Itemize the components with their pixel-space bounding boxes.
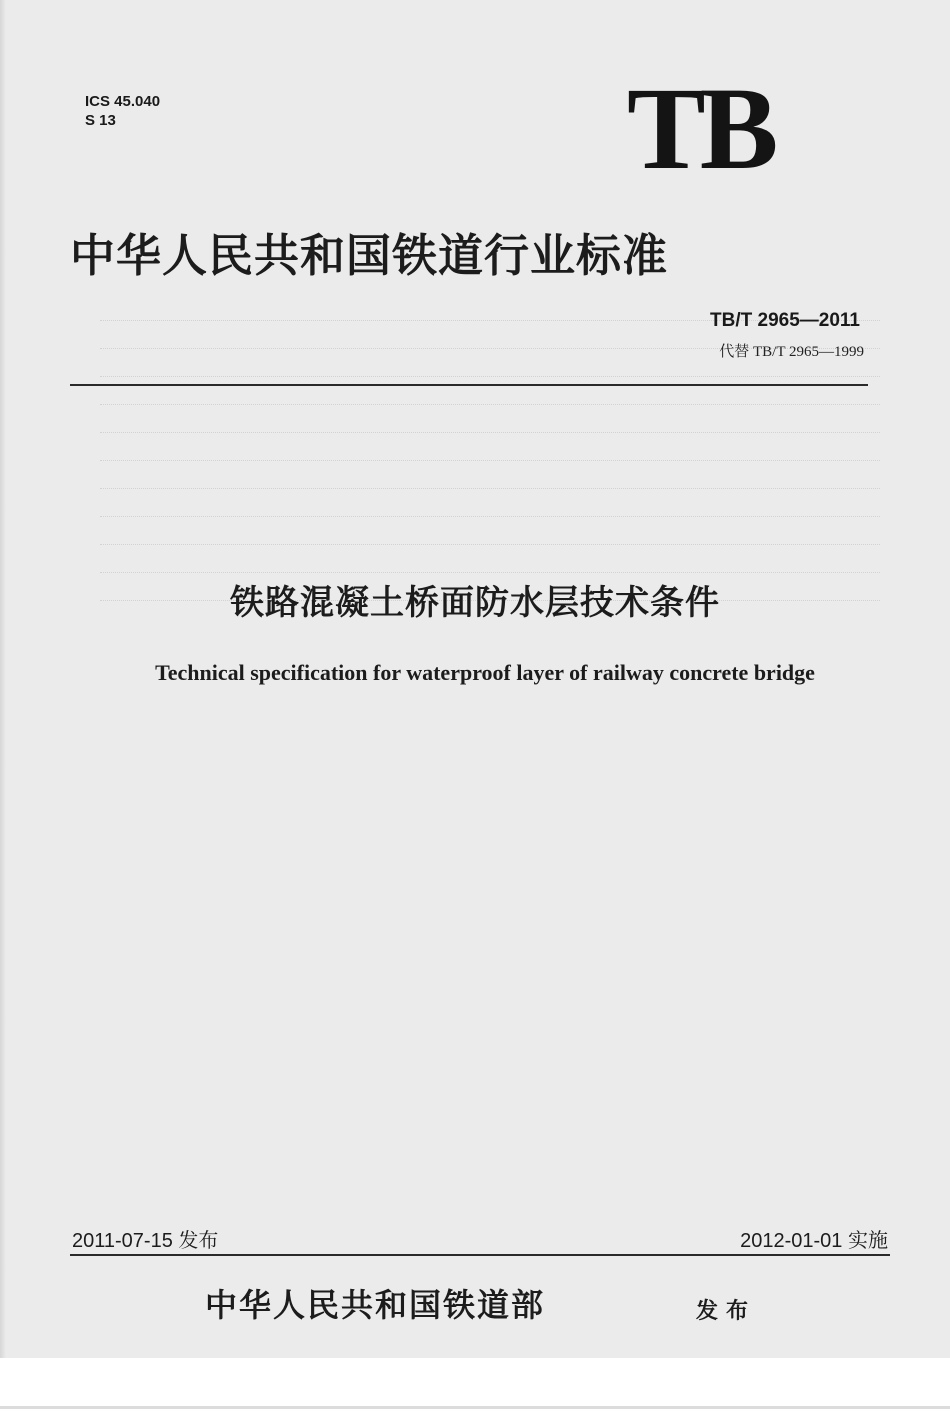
footer-divider <box>70 1254 890 1256</box>
header-divider <box>70 384 868 386</box>
scan-margin <box>0 1358 950 1411</box>
standard-number: TB/T 2965—2011 <box>710 310 860 331</box>
replaces-note: 代替 TB/T 2965—1999 <box>719 344 864 360</box>
issue-date: 2011-07-15 发布 <box>72 1230 219 1252</box>
main-title: 中华人民共和国铁道行业标准 <box>70 229 669 282</box>
publisher: 中华人民共和国铁道部 <box>205 1286 546 1324</box>
tb-logo: TB <box>627 63 773 194</box>
classification-codes <box>85 92 160 130</box>
document-title-cn: 铁路混凝土桥面防水层技术条件 <box>230 583 720 623</box>
publish-label: 发布 <box>696 1299 757 1324</box>
ics-code: ICS 45.040 <box>85 93 161 110</box>
scan-edge <box>0 1406 950 1409</box>
document-title-en: Technical specification for waterproof layer of railway concrete bridge <box>155 660 815 685</box>
category-code: S 13 <box>85 112 116 129</box>
implementation-date: 2012-01-01 实施 <box>740 1230 888 1252</box>
